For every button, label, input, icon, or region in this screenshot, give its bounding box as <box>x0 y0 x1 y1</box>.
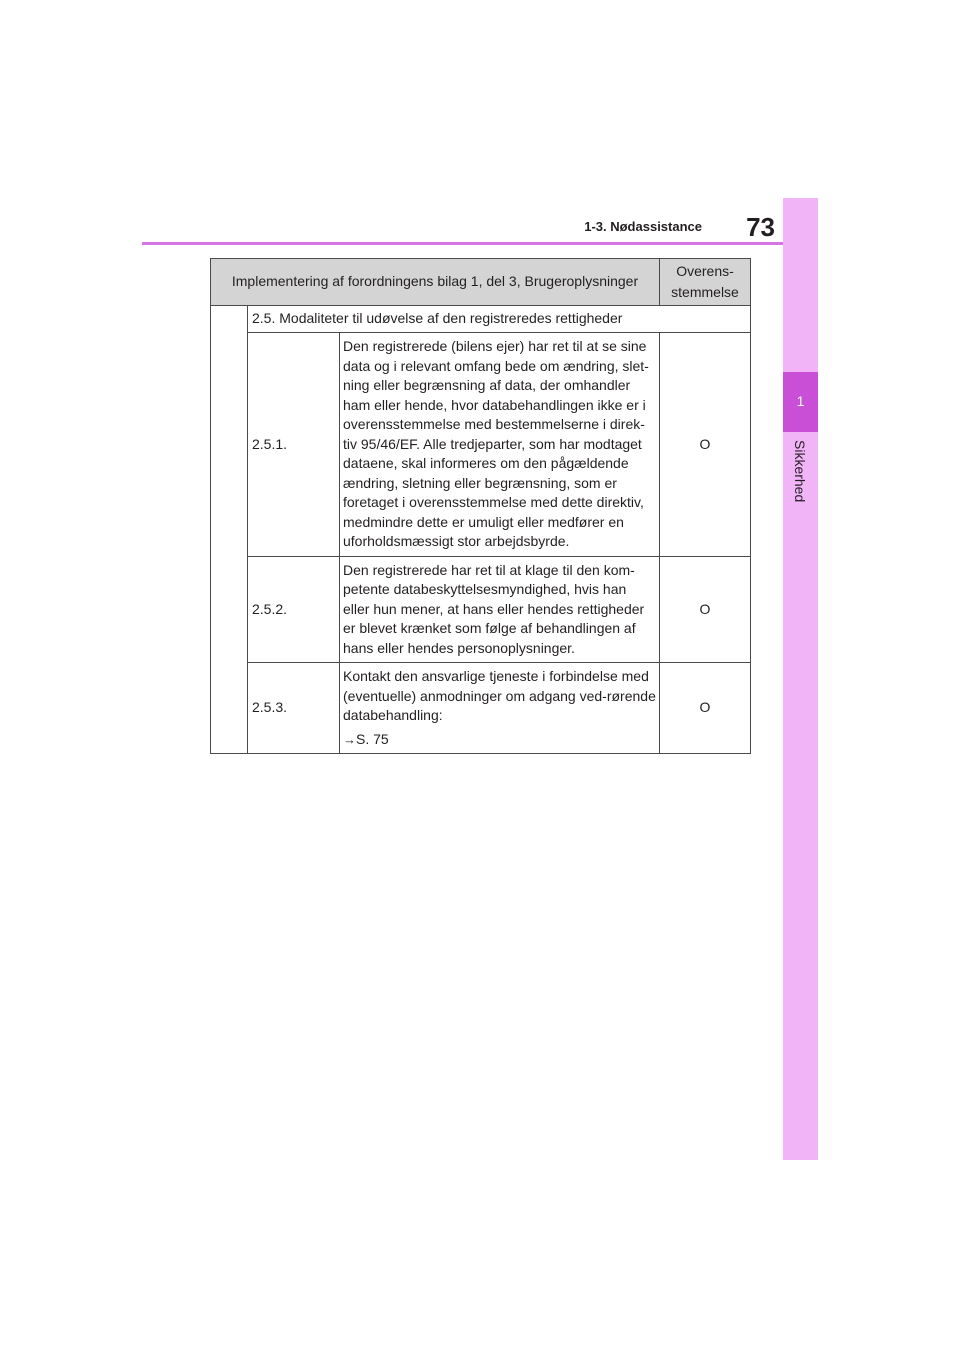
subheading: 2.5. Modaliteter til udøvelse af den registreredes rettigheder <box>248 306 751 333</box>
row-description <box>340 663 660 754</box>
chapter-sidebar <box>783 198 818 1160</box>
row-conformity: O <box>660 663 751 754</box>
row-description <box>340 333 660 557</box>
row-description-text: Kontakt den ansvarlige tjeneste i forbindelse med (eventuelle) anmodninger om adgang ved-rørende databehandling: <box>343 668 656 723</box>
header-rule <box>142 242 783 245</box>
row-number: 2.5.3. <box>248 663 340 754</box>
indent-cell <box>211 306 248 754</box>
table-subheading-row <box>211 306 751 333</box>
table-row <box>211 663 751 754</box>
page-reference-text: S. 75 <box>356 730 389 747</box>
chapter-title: Sikkerhed <box>792 440 808 503</box>
conformity-table <box>210 258 751 754</box>
page-number: 73 <box>746 212 775 242</box>
table-row <box>211 556 751 663</box>
row-description-text: Den registrerede (bilens ejer) har ret til at se sine data og i relevant omfang bede om ændring, slet-ning eller begrænsning af data, der omhandler ham eller hende, hvor databehandlingen ikke er i overensstemmelse med bestemmelserne i direk-tiv 95/46/EF. Alle tredjeparter, som har modtaget dataene, skal informeres om den pågældende ændring, sletning eller begrænsning, som er foretaget i overensstemmelse med dette direktiv, medmindre dette er umuligt eller medfører en uforholdsmæssigt stor arbejdsbyrde. <box>343 338 649 549</box>
header-main: Implementering af forordningens bilag 1, del 3, Brugeroplysninger <box>211 259 660 306</box>
row-conformity: O <box>660 333 751 557</box>
arrow-right-icon: → <box>343 731 356 747</box>
table-row <box>211 333 751 557</box>
row-number: 2.5.1. <box>248 333 340 557</box>
page-reference[interactable] <box>343 730 656 750</box>
chapter-number: 1 <box>796 393 805 409</box>
section-title: 1-3. Nødassistance <box>584 219 702 234</box>
row-description-text: Den registrerede har ret til at klage til den kom-petente databeskyttelsesmyndighed, hvis han eller hun mener, at hans eller hendes rettigheder er blevet krænket som følge af behandlingen af hans eller hendes personoplysninger. <box>343 561 645 656</box>
row-description <box>340 556 660 663</box>
table-header-row <box>211 259 751 306</box>
row-number: 2.5.2. <box>248 556 340 663</box>
row-conformity: O <box>660 556 751 663</box>
header-conformity: Overens- stemmelse <box>660 259 751 306</box>
